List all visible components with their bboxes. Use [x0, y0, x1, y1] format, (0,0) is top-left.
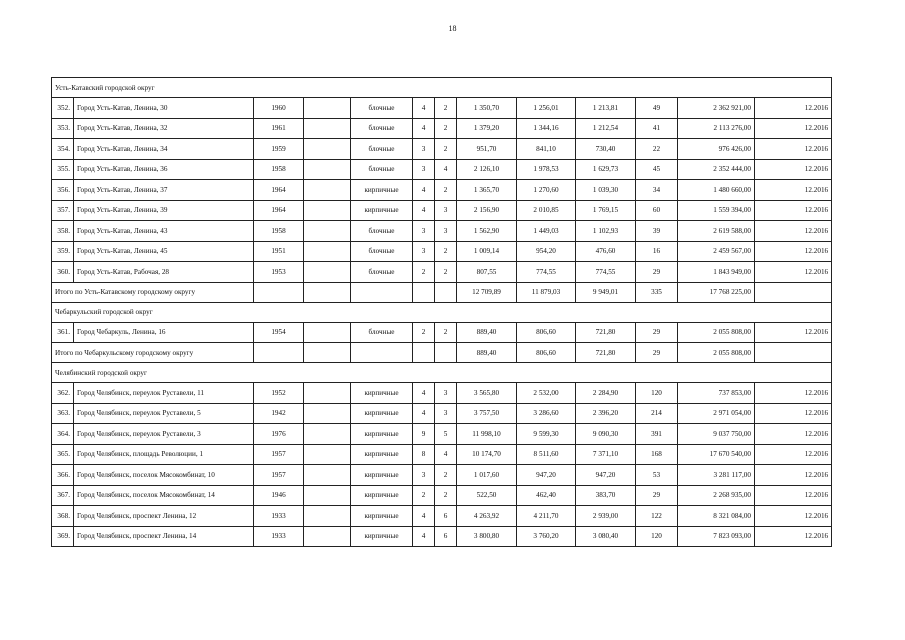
- floors-cell: 2: [413, 262, 435, 283]
- empty-cell: [304, 343, 351, 363]
- floors-cell: 2: [413, 485, 435, 506]
- material-cell: блочные: [351, 139, 413, 160]
- material-cell: кирпичные: [351, 403, 413, 424]
- area-living-cell: 3 760,20: [517, 526, 576, 547]
- entrances-cell: 2: [435, 118, 457, 139]
- date-cell: 12.2016: [755, 526, 832, 547]
- area-total-cell: 11 998,10: [457, 424, 517, 445]
- empty-cell: [351, 343, 413, 363]
- entrances-cell: 5: [435, 424, 457, 445]
- empty-cell: [304, 322, 351, 343]
- address-cell: Город Усть-Катав, Ленина, 34: [74, 139, 254, 160]
- area-living-cell: 1 344,16: [517, 118, 576, 139]
- table-row: [52, 485, 832, 506]
- area-living-cell: 3 286,60: [517, 403, 576, 424]
- empty-cell: [304, 262, 351, 283]
- year-cell: 1958: [254, 221, 304, 242]
- date-cell: 12.2016: [755, 506, 832, 527]
- area-residential-cell: 947,20: [576, 465, 636, 486]
- area-residential-cell: 1 769,15: [576, 200, 636, 221]
- area-total-cell: 1 350,70: [457, 98, 517, 119]
- cost-cell: 976 426,00: [678, 139, 755, 160]
- date-cell: 12.2016: [755, 241, 832, 262]
- row-number: 352.: [52, 98, 74, 119]
- empty-cell: [304, 180, 351, 201]
- area-residential-cell: 3 080,40: [576, 526, 636, 547]
- area-total-cell: 807,55: [457, 262, 517, 283]
- date-cell: 12.2016: [755, 485, 832, 506]
- area-living-cell: 841,10: [517, 139, 576, 160]
- row-number: 367.: [52, 485, 74, 506]
- area-living-cell: 2 532,00: [517, 383, 576, 404]
- table-row: [52, 241, 832, 262]
- material-cell: кирпичные: [351, 383, 413, 404]
- date-cell: 12.2016: [755, 159, 832, 180]
- floors-cell: 4: [413, 383, 435, 404]
- cost-cell: 2 619 588,00: [678, 221, 755, 242]
- total-label: Итого по Усть-Катавскому городскому округу: [52, 282, 254, 302]
- table-row: [52, 180, 832, 201]
- row-number: 360.: [52, 262, 74, 283]
- cost-cell: 2 352 444,00: [678, 159, 755, 180]
- row-number: 354.: [52, 139, 74, 160]
- cost-cell: 1 843 949,00: [678, 262, 755, 283]
- area-residential-cell: 1 102,93: [576, 221, 636, 242]
- empty-cell: [304, 98, 351, 119]
- row-number: 362.: [52, 383, 74, 404]
- entrances-cell: 6: [435, 506, 457, 527]
- date-cell: 12.2016: [755, 139, 832, 160]
- residents-cell: 53: [636, 465, 678, 486]
- residents-cell: 168: [636, 444, 678, 465]
- material-cell: блочные: [351, 322, 413, 343]
- residents-cell: 120: [636, 526, 678, 547]
- row-number: 361.: [52, 322, 74, 343]
- material-cell: кирпичные: [351, 180, 413, 201]
- area-residential-cell: 2 939,00: [576, 506, 636, 527]
- year-cell: 1951: [254, 241, 304, 262]
- material-cell: блочные: [351, 241, 413, 262]
- area-residential-cell: 2 284,90: [576, 383, 636, 404]
- area-total-cell: 10 174,70: [457, 444, 517, 465]
- empty-cell: [435, 343, 457, 363]
- residents-cell: 391: [636, 424, 678, 445]
- floors-cell: 2: [413, 322, 435, 343]
- year-cell: 1960: [254, 98, 304, 119]
- floors-cell: 8: [413, 444, 435, 465]
- table-row: [52, 424, 832, 445]
- cost-cell: 737 853,00: [678, 383, 755, 404]
- entrances-cell: 4: [435, 159, 457, 180]
- date-cell: 12.2016: [755, 200, 832, 221]
- residents-cell: 16: [636, 241, 678, 262]
- empty-cell: [304, 282, 351, 302]
- address-cell: Город Усть-Катав, Ленина, 39: [74, 200, 254, 221]
- area-residential-cell: 774,55: [576, 262, 636, 283]
- area-living-cell: 4 211,70: [517, 506, 576, 527]
- address-cell: Город Чебаркуль, Ленина, 16: [74, 322, 254, 343]
- entrances-cell: 3: [435, 383, 457, 404]
- empty-cell: [304, 424, 351, 445]
- year-cell: 1954: [254, 322, 304, 343]
- row-number: 355.: [52, 159, 74, 180]
- area-residential-cell: 721,80: [576, 322, 636, 343]
- area-living-cell: 1 256,01: [517, 98, 576, 119]
- housing-table: [51, 77, 832, 547]
- year-cell: 1942: [254, 403, 304, 424]
- total-label: Итого по Чебаркульскому городскому округу: [52, 343, 254, 363]
- entrances-cell: 6: [435, 526, 457, 547]
- row-number: 356.: [52, 180, 74, 201]
- area-total-cell: 2 156,90: [457, 200, 517, 221]
- entrances-cell: 3: [435, 200, 457, 221]
- area-residential-cell: 1 629,73: [576, 159, 636, 180]
- floors-cell: 4: [413, 200, 435, 221]
- area-living-cell: 1 978,53: [517, 159, 576, 180]
- row-number: 359.: [52, 241, 74, 262]
- residents-cell: 41: [636, 118, 678, 139]
- area-residential-cell: 1 212,54: [576, 118, 636, 139]
- empty-cell: [413, 282, 435, 302]
- table-row: [52, 118, 832, 139]
- year-cell: 1959: [254, 139, 304, 160]
- year-cell: 1953: [254, 262, 304, 283]
- table-row: [52, 444, 832, 465]
- empty-cell: [304, 139, 351, 160]
- material-cell: блочные: [351, 98, 413, 119]
- table-row: [52, 383, 832, 404]
- address-cell: Город Челябинск, переулок Руставели, 11: [74, 383, 254, 404]
- row-number: 366.: [52, 465, 74, 486]
- residents-cell: 34: [636, 180, 678, 201]
- row-number: 357.: [52, 200, 74, 221]
- table-row: [52, 465, 832, 486]
- material-cell: кирпичные: [351, 485, 413, 506]
- residents-cell: 49: [636, 98, 678, 119]
- floors-cell: 9: [413, 424, 435, 445]
- district-header-row: [52, 302, 832, 322]
- area-residential-cell: 1 213,81: [576, 98, 636, 119]
- material-cell: кирпичные: [351, 526, 413, 547]
- date-cell: 12.2016: [755, 465, 832, 486]
- area-living-cell: 947,20: [517, 465, 576, 486]
- empty-cell: [413, 343, 435, 363]
- empty-cell: [304, 200, 351, 221]
- cost-cell: 2 362 921,00: [678, 98, 755, 119]
- floors-cell: 4: [413, 526, 435, 547]
- address-cell: Город Челябинск, переулок Руставели, 5: [74, 403, 254, 424]
- address-cell: Город Челябинск, переулок Руставели, 3: [74, 424, 254, 445]
- empty-cell: [304, 485, 351, 506]
- date-cell: 12.2016: [755, 322, 832, 343]
- area-living-cell: 1 449,03: [517, 221, 576, 242]
- date-cell: 12.2016: [755, 424, 832, 445]
- area-total-cell: 1 562,90: [457, 221, 517, 242]
- year-cell: 1957: [254, 444, 304, 465]
- empty-cell: [304, 118, 351, 139]
- cost-cell: 3 281 117,00: [678, 465, 755, 486]
- total-area-residential: 721,80: [576, 343, 636, 363]
- empty-cell: [304, 221, 351, 242]
- total-cost: 2 055 808,00: [678, 343, 755, 363]
- year-cell: 1961: [254, 118, 304, 139]
- entrances-cell: 2: [435, 241, 457, 262]
- total-area-living: 11 879,03: [517, 282, 576, 302]
- date-cell: 12.2016: [755, 180, 832, 201]
- total-cost: 17 768 225,00: [678, 282, 755, 302]
- cost-cell: 17 670 540,00: [678, 444, 755, 465]
- year-cell: 1933: [254, 526, 304, 547]
- cost-cell: 2 971 054,00: [678, 403, 755, 424]
- area-living-cell: 2 010,85: [517, 200, 576, 221]
- address-cell: Город Челябинск, проспект Ленина, 12: [74, 506, 254, 527]
- table-row: [52, 221, 832, 242]
- year-cell: 1952: [254, 383, 304, 404]
- material-cell: кирпичные: [351, 465, 413, 486]
- empty-cell: [435, 282, 457, 302]
- cost-cell: 2 459 567,00: [678, 241, 755, 262]
- address-cell: Город Усть-Катав, Ленина, 32: [74, 118, 254, 139]
- year-cell: 1964: [254, 200, 304, 221]
- total-area-total: 889,40: [457, 343, 517, 363]
- year-cell: 1933: [254, 506, 304, 527]
- entrances-cell: 3: [435, 221, 457, 242]
- area-living-cell: 462,40: [517, 485, 576, 506]
- date-cell: 12.2016: [755, 98, 832, 119]
- district-header-row: [52, 363, 832, 383]
- address-cell: Город Усть-Катав, Ленина, 43: [74, 221, 254, 242]
- area-living-cell: 9 599,30: [517, 424, 576, 445]
- floors-cell: 4: [413, 180, 435, 201]
- material-cell: блочные: [351, 118, 413, 139]
- entrances-cell: 2: [435, 139, 457, 160]
- material-cell: кирпичные: [351, 200, 413, 221]
- material-cell: кирпичные: [351, 444, 413, 465]
- area-total-cell: 3 757,50: [457, 403, 517, 424]
- date-cell: 12.2016: [755, 221, 832, 242]
- area-living-cell: 8 511,60: [517, 444, 576, 465]
- date-cell: 12.2016: [755, 383, 832, 404]
- page-number: 18: [448, 24, 457, 33]
- area-total-cell: 1 009,14: [457, 241, 517, 262]
- empty-cell: [304, 403, 351, 424]
- floors-cell: 4: [413, 403, 435, 424]
- empty-cell: [304, 465, 351, 486]
- area-living-cell: 1 270,60: [517, 180, 576, 201]
- residents-cell: 29: [636, 262, 678, 283]
- total-residents: 335: [636, 282, 678, 302]
- residents-cell: 39: [636, 221, 678, 242]
- area-total-cell: 889,40: [457, 322, 517, 343]
- empty-cell: [304, 383, 351, 404]
- material-cell: кирпичные: [351, 506, 413, 527]
- empty-cell: [304, 506, 351, 527]
- area-total-cell: 2 126,10: [457, 159, 517, 180]
- area-total-cell: 1 365,70: [457, 180, 517, 201]
- row-number: 368.: [52, 506, 74, 527]
- total-row: [52, 343, 832, 363]
- empty-cell: [755, 343, 832, 363]
- entrances-cell: 2: [435, 262, 457, 283]
- entrances-cell: 2: [435, 98, 457, 119]
- area-total-cell: 3 800,80: [457, 526, 517, 547]
- material-cell: блочные: [351, 221, 413, 242]
- area-residential-cell: 9 090,30: [576, 424, 636, 445]
- table-row: [52, 526, 832, 547]
- cost-cell: 7 823 093,00: [678, 526, 755, 547]
- address-cell: Город Усть-Катав, Ленина, 37: [74, 180, 254, 201]
- cost-cell: 1 559 394,00: [678, 200, 755, 221]
- residents-cell: 120: [636, 383, 678, 404]
- cost-cell: 1 480 660,00: [678, 180, 755, 201]
- entrances-cell: 2: [435, 180, 457, 201]
- material-cell: кирпичные: [351, 424, 413, 445]
- empty-cell: [351, 282, 413, 302]
- area-residential-cell: 730,40: [576, 139, 636, 160]
- address-cell: Город Усть-Катав, Ленина, 30: [74, 98, 254, 119]
- address-cell: Город Усть-Катав, Рабочая, 28: [74, 262, 254, 283]
- material-cell: блочные: [351, 159, 413, 180]
- area-residential-cell: 7 371,10: [576, 444, 636, 465]
- total-residents: 29: [636, 343, 678, 363]
- date-cell: 12.2016: [755, 403, 832, 424]
- entrances-cell: 2: [435, 465, 457, 486]
- year-cell: 1946: [254, 485, 304, 506]
- cost-cell: 8 321 084,00: [678, 506, 755, 527]
- area-residential-cell: 2 396,20: [576, 403, 636, 424]
- empty-cell: [304, 241, 351, 262]
- residents-cell: 214: [636, 403, 678, 424]
- total-area-residential: 9 949,01: [576, 282, 636, 302]
- address-cell: Город Усть-Катав, Ленина, 36: [74, 159, 254, 180]
- total-area-living: 806,60: [517, 343, 576, 363]
- address-cell: Город Челябинск, поселок Мясокомбинат, 10: [74, 465, 254, 486]
- area-living-cell: 774,55: [517, 262, 576, 283]
- table-row: [52, 322, 832, 343]
- floors-cell: 4: [413, 506, 435, 527]
- entrances-cell: 3: [435, 403, 457, 424]
- area-residential-cell: 476,60: [576, 241, 636, 262]
- cost-cell: 2 268 935,00: [678, 485, 755, 506]
- row-number: 353.: [52, 118, 74, 139]
- residents-cell: 29: [636, 485, 678, 506]
- entrances-cell: 2: [435, 322, 457, 343]
- floors-cell: 3: [413, 221, 435, 242]
- floors-cell: 3: [413, 465, 435, 486]
- empty-cell: [304, 444, 351, 465]
- area-total-cell: 522,50: [457, 485, 517, 506]
- row-number: 364.: [52, 424, 74, 445]
- district-title: Усть-Катавский городской округ: [52, 78, 832, 98]
- residents-cell: 122: [636, 506, 678, 527]
- address-cell: Город Усть-Катав, Ленина, 45: [74, 241, 254, 262]
- area-total-cell: 1 017,60: [457, 465, 517, 486]
- area-total-cell: 951,70: [457, 139, 517, 160]
- address-cell: Город Челябинск, проспект Ленина, 14: [74, 526, 254, 547]
- date-cell: 12.2016: [755, 262, 832, 283]
- table-row: [52, 403, 832, 424]
- row-number: 358.: [52, 221, 74, 242]
- area-total-cell: 4 263,92: [457, 506, 517, 527]
- entrances-cell: 2: [435, 485, 457, 506]
- address-cell: Город Челябинск, площадь Революции, 1: [74, 444, 254, 465]
- empty-cell: [254, 282, 304, 302]
- empty-cell: [254, 343, 304, 363]
- floors-cell: 3: [413, 241, 435, 262]
- empty-cell: [755, 282, 832, 302]
- material-cell: блочные: [351, 262, 413, 283]
- table-row: [52, 262, 832, 283]
- area-residential-cell: 383,70: [576, 485, 636, 506]
- total-area-total: 12 709,89: [457, 282, 517, 302]
- area-total-cell: 1 379,20: [457, 118, 517, 139]
- residents-cell: 22: [636, 139, 678, 160]
- empty-cell: [304, 159, 351, 180]
- year-cell: 1957: [254, 465, 304, 486]
- floors-cell: 4: [413, 98, 435, 119]
- district-header-row: [52, 78, 832, 98]
- floors-cell: 3: [413, 159, 435, 180]
- district-title: Чебаркульский городской округ: [52, 302, 832, 322]
- row-number: 363.: [52, 403, 74, 424]
- row-number: 369.: [52, 526, 74, 547]
- area-living-cell: 806,60: [517, 322, 576, 343]
- year-cell: 1958: [254, 159, 304, 180]
- table-row: [52, 98, 832, 119]
- entrances-cell: 4: [435, 444, 457, 465]
- floors-cell: 3: [413, 139, 435, 160]
- cost-cell: 9 037 750,00: [678, 424, 755, 445]
- district-title: Челябинский городской округ: [52, 363, 832, 383]
- floors-cell: 4: [413, 118, 435, 139]
- row-number: 365.: [52, 444, 74, 465]
- cost-cell: 2 055 808,00: [678, 322, 755, 343]
- table-row: [52, 139, 832, 160]
- table-row: [52, 200, 832, 221]
- area-living-cell: 954,20: [517, 241, 576, 262]
- cost-cell: 2 113 276,00: [678, 118, 755, 139]
- residents-cell: 60: [636, 200, 678, 221]
- address-cell: Город Челябинск, поселок Мясокомбинат, 14: [74, 485, 254, 506]
- residents-cell: 29: [636, 322, 678, 343]
- residents-cell: 45: [636, 159, 678, 180]
- year-cell: 1964: [254, 180, 304, 201]
- area-total-cell: 3 565,80: [457, 383, 517, 404]
- year-cell: 1976: [254, 424, 304, 445]
- total-row: [52, 282, 832, 302]
- table-row: [52, 506, 832, 527]
- date-cell: 12.2016: [755, 444, 832, 465]
- table-row: [52, 159, 832, 180]
- date-cell: 12.2016: [755, 118, 832, 139]
- empty-cell: [304, 526, 351, 547]
- area-residential-cell: 1 039,30: [576, 180, 636, 201]
